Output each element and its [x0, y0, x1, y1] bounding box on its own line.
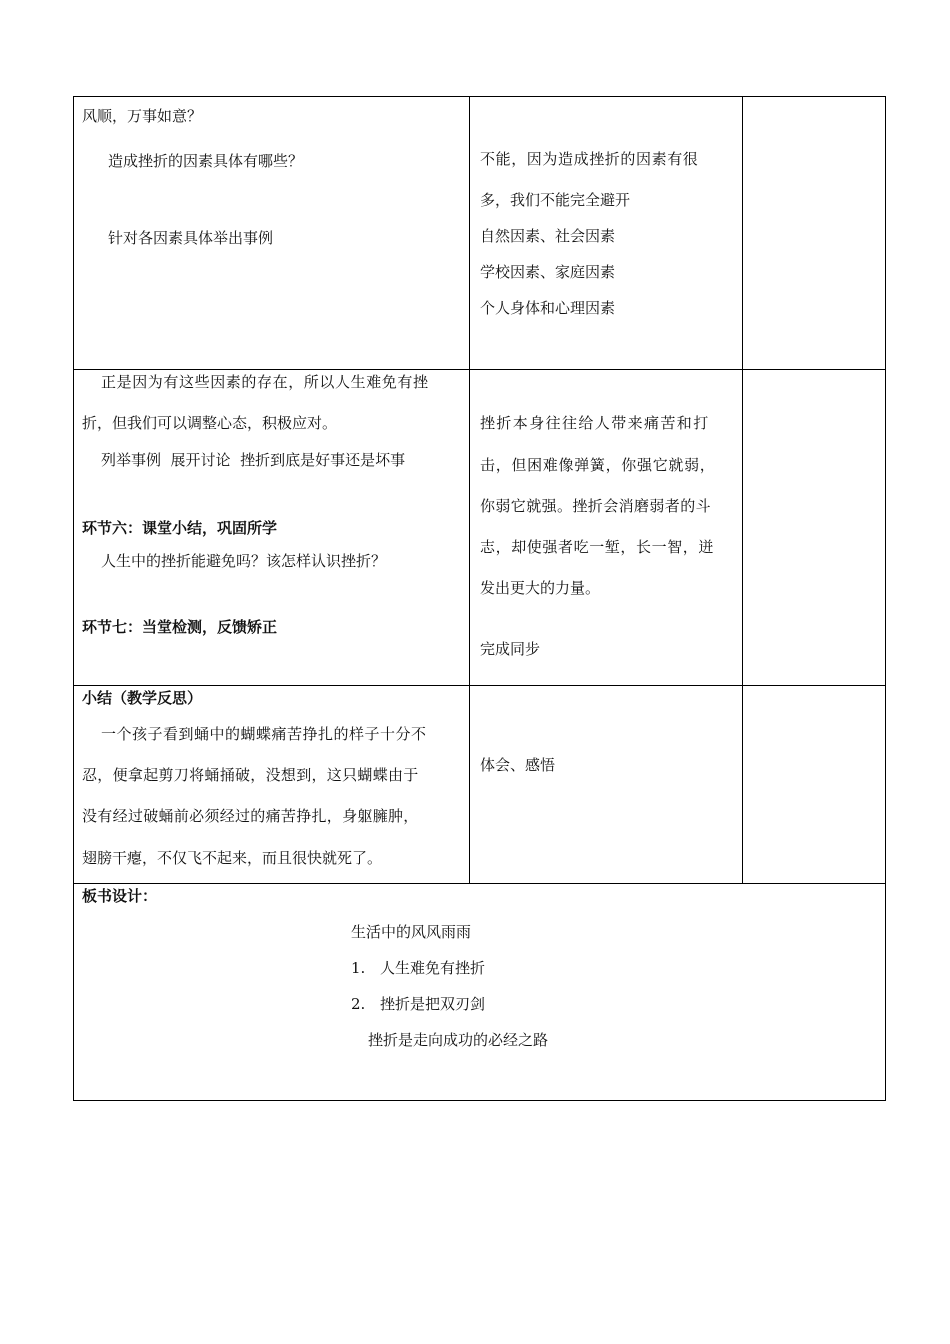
row1-middle-line: 自然因素、社会因素	[480, 227, 616, 245]
row2-left-line: 列举事例 展开讨论 挫折到底是好事还是坏事	[101, 451, 406, 469]
row3-left-line: 没有经过破蛹前必须经过的痛苦挣扎，身躯臃肿，	[82, 807, 419, 825]
row2-left-line: 人生中的挫折能避免吗？该怎样认识挫折？	[101, 552, 387, 570]
row-divider	[73, 883, 886, 884]
row2-middle-line: 完成同步	[480, 640, 541, 658]
row2-left-line: 正是因为有这些因素的存在，所以人生难免有挫	[101, 373, 429, 391]
row3-left-line: 一个孩子看到蛹中的蝴蝶痛苦挣扎的样子十分不	[101, 725, 427, 743]
row2-middle-line: 发出更大的力量。	[480, 579, 601, 597]
board-note: 挫折是走向成功的必经之路	[368, 1031, 549, 1049]
row1-left-line: 造成挫折的因素具体有哪些？	[108, 152, 304, 170]
row2-middle-line: 击，但困难像弹簧，你强它就弱，	[480, 456, 716, 474]
table-border-left	[73, 96, 74, 1101]
column-divider	[742, 96, 743, 884]
row1-left-line: 风顺，万事如意？	[82, 107, 203, 125]
row2-middle-line: 志，却使强者吃一堑，长一智，迸	[480, 538, 715, 556]
row-divider	[73, 369, 886, 370]
row1-middle-line: 不能，因为造成挫折的因素有很	[480, 150, 699, 168]
section-heading: 小结（教学反思）	[82, 689, 203, 707]
column-divider	[469, 96, 470, 884]
board-item-number: 2.	[351, 995, 366, 1013]
row3-left-line: 翅膀干瘪，不仅飞不起来，而且很快就死了。	[82, 849, 383, 867]
row2-middle-line: 挫折本身往往给人带来痛苦和打	[480, 414, 710, 432]
table-border-right	[885, 96, 886, 1101]
row1-middle-line: 个人身体和心理因素	[480, 299, 616, 317]
row1-middle-line: 学校因素、家庭因素	[480, 263, 616, 281]
row2-middle-line: 你弱它就强。挫折会消磨弱者的斗	[480, 497, 712, 515]
section-heading: 环节七：当堂检测，反馈矫正	[82, 618, 278, 636]
table-border-bottom	[73, 1100, 886, 1101]
row2-left-line: 折，但我们可以调整心态，积极应对。	[82, 414, 338, 432]
board-item-text: 挫折是把双刃剑	[380, 995, 486, 1013]
board-heading: 板书设计：	[82, 887, 158, 905]
table-border-top	[73, 96, 886, 97]
row1-left-line: 针对各因素具体举出事例	[108, 229, 274, 247]
board-item-text: 人生难免有挫折	[380, 959, 486, 977]
row-divider	[73, 685, 886, 686]
board-item-number: 1.	[351, 959, 366, 977]
row3-middle-line: 体会、感悟	[480, 756, 556, 774]
board-title: 生活中的风风雨雨	[351, 923, 472, 941]
row1-middle-line: 多，我们不能完全避开	[480, 191, 631, 209]
section-heading: 环节六：课堂小结，巩固所学	[82, 519, 278, 537]
row3-left-line: 忍，便拿起剪刀将蛹捅破，没想到，这只蝴蝶由于	[82, 766, 419, 784]
